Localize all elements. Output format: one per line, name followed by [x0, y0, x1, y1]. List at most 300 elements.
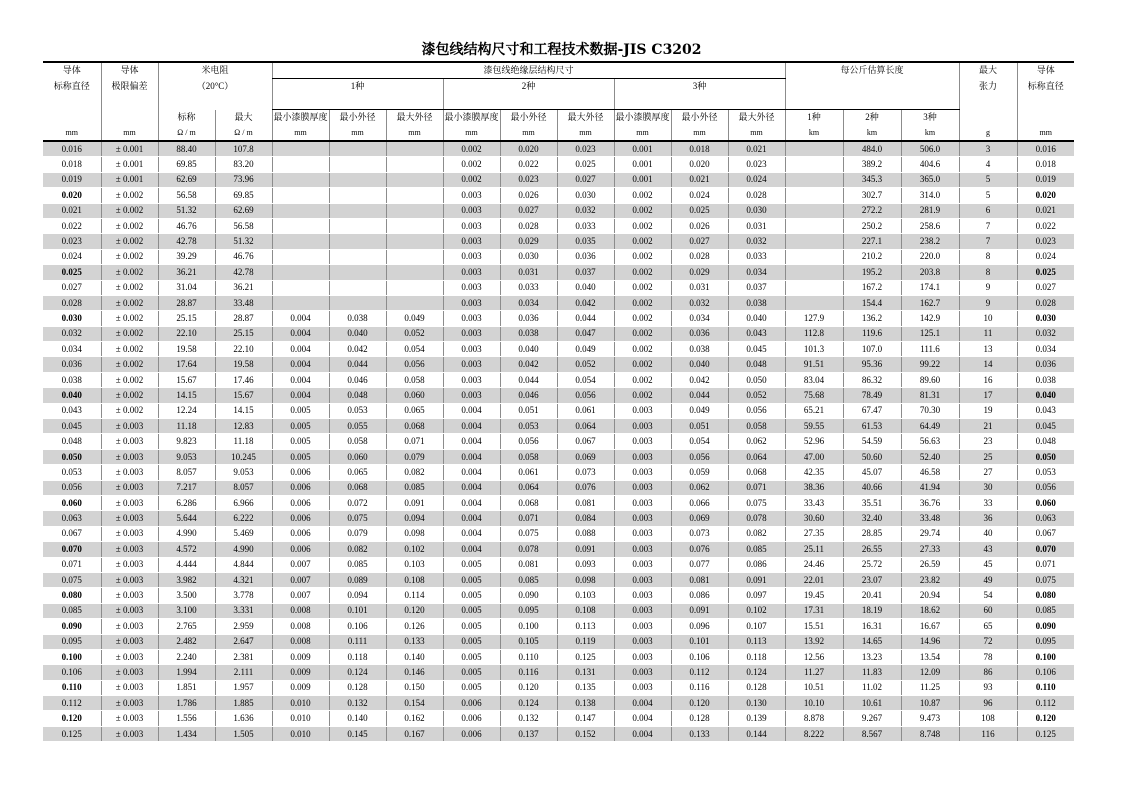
cell-c1-max-od: 0.085: [386, 480, 443, 495]
cell-length-3: 27.33: [901, 542, 959, 557]
cell-conductor-size: 0.067: [43, 526, 101, 541]
cell-resistance-nominal: 62.69: [158, 172, 215, 187]
cell-length-2: 16.31: [843, 619, 901, 634]
cell-c2-min-film: 0.005: [443, 557, 500, 572]
table-row: [43, 557, 1074, 572]
cell-c3-max-od: 0.043: [728, 326, 785, 341]
cell-c3-max-od: 0.021: [728, 141, 785, 157]
cell-c1-min-film: 0.006: [272, 495, 329, 510]
cell-length-2: 25.72: [843, 557, 901, 572]
cell-length-1: 24.46: [785, 557, 843, 572]
cell-c2-max-od: 0.037: [557, 265, 614, 280]
cell-max-tension: 54: [959, 588, 1017, 603]
cell-c1-min-od: [329, 157, 386, 172]
cell-c3-min-film: 0.003: [614, 572, 671, 587]
cell-c2-max-od: 0.023: [557, 141, 614, 157]
table-row: [43, 388, 1074, 403]
table-row: [43, 511, 1074, 526]
cell-tolerance: ± 0.002: [101, 311, 158, 326]
table-row: [43, 311, 1074, 326]
cell-c1-min-film: [272, 203, 329, 218]
cell-c3-max-od: 0.085: [728, 542, 785, 557]
cell-max-tension: 9: [959, 280, 1017, 295]
cell-length-3: 64.49: [901, 419, 959, 434]
cell-c2-min-od: 0.026: [500, 188, 557, 203]
unit-mm: mm: [272, 125, 329, 141]
cell-c3-min-film: 0.003: [614, 665, 671, 680]
cell-conductor-size: 0.020: [43, 188, 101, 203]
cell-c3-max-od: 0.068: [728, 465, 785, 480]
cell-length-1: [785, 188, 843, 203]
cell-c3-max-od: 0.064: [728, 449, 785, 464]
cell-resistance-nominal: 36.21: [158, 265, 215, 280]
cell-length-3: 52.40: [901, 449, 959, 464]
cell-c2-min-film: 0.003: [443, 357, 500, 372]
cell-length-2: 35.51: [843, 495, 901, 510]
cell-c2-min-od: 0.058: [500, 449, 557, 464]
cell-c3-max-od: 0.062: [728, 434, 785, 449]
header-len3: 3种: [901, 110, 959, 126]
cell-tolerance: ± 0.001: [101, 157, 158, 172]
cell-length-3: 8.748: [901, 726, 959, 741]
cell-tolerance: ± 0.003: [101, 665, 158, 680]
cell-length-2: 26.55: [843, 542, 901, 557]
cell-tolerance: ± 0.001: [101, 172, 158, 187]
cell-c1-min-film: 0.008: [272, 634, 329, 649]
header-blank: [614, 94, 785, 110]
cell-length-1: 25.11: [785, 542, 843, 557]
cell-c1-min-od: [329, 203, 386, 218]
cell-length-3: 111.6: [901, 342, 959, 357]
cell-resistance-max: 6.222: [215, 511, 272, 526]
cell-c1-max-od: [386, 172, 443, 187]
cell-c3-min-od: 0.051: [671, 419, 728, 434]
cell-c2-min-od: 0.031: [500, 265, 557, 280]
cell-length-2: 484.0: [843, 141, 901, 157]
cell-c3-max-od: 0.128: [728, 680, 785, 695]
cell-length-1: [785, 172, 843, 187]
cell-length-3: 220.0: [901, 249, 959, 264]
cell-c1-min-od: [329, 249, 386, 264]
cell-c2-min-od: 0.044: [500, 372, 557, 387]
header-row-1: [43, 62, 1074, 79]
unit-mm: mm: [386, 125, 443, 141]
cell-c2-min-film: 0.003: [443, 295, 500, 310]
cell-resistance-max: 12.83: [215, 419, 272, 434]
cell-conductor-size: 0.019: [43, 172, 101, 187]
cell-resistance-max: 73.96: [215, 172, 272, 187]
unit-mm: mm: [500, 125, 557, 141]
cell-c3-min-od: 0.044: [671, 388, 728, 403]
cell-tolerance: ± 0.002: [101, 295, 158, 310]
page-title: 漆包线结构尺寸和工程技术数据-JIS C3202: [421, 42, 702, 58]
cell-max-tension: 4: [959, 157, 1017, 172]
cell-length-1: [785, 157, 843, 172]
cell-resistance-max: 2.647: [215, 634, 272, 649]
cell-c2-min-film: 0.004: [443, 434, 500, 449]
cell-c2-min-film: 0.003: [443, 326, 500, 341]
cell-c1-min-film: 0.006: [272, 465, 329, 480]
cell-max-tension: 60: [959, 603, 1017, 618]
cell-c2-min-od: 0.061: [500, 465, 557, 480]
cell-max-tension: 86: [959, 665, 1017, 680]
cell-conductor-size: 0.071: [43, 557, 101, 572]
cell-conductor-size: 0.125: [43, 726, 101, 741]
cell-c3-min-od: 0.034: [671, 311, 728, 326]
table-row: [43, 249, 1074, 264]
cell-c3-min-od: 0.024: [671, 188, 728, 203]
cell-c1-min-film: 0.008: [272, 603, 329, 618]
cell-c2-min-film: 0.004: [443, 465, 500, 480]
cell-max-tension: 78: [959, 649, 1017, 664]
cell-c2-max-od: 0.030: [557, 188, 614, 203]
cell-c1-min-od: 0.085: [329, 557, 386, 572]
cell-c2-min-od: 0.137: [500, 726, 557, 741]
cell-c2-max-od: 0.084: [557, 511, 614, 526]
cell-length-1: [785, 141, 843, 157]
cell-c2-min-film: 0.003: [443, 218, 500, 233]
cell-c1-min-od: [329, 218, 386, 233]
header-blank: [158, 94, 272, 110]
cell-c3-min-od: 0.077: [671, 557, 728, 572]
cell-c3-max-od: 0.118: [728, 649, 785, 664]
cell-c2-max-od: 0.131: [557, 665, 614, 680]
cell-c1-min-od: 0.145: [329, 726, 386, 741]
cell-c2-min-od: 0.064: [500, 480, 557, 495]
cell-conductor-size-right: 0.063: [1017, 511, 1074, 526]
cell-length-1: 17.31: [785, 603, 843, 618]
cell-c2-min-film: 0.005: [443, 572, 500, 587]
cell-conductor-size: 0.021: [43, 203, 101, 218]
cell-c1-max-od: 0.154: [386, 696, 443, 711]
cell-c1-max-od: 0.102: [386, 542, 443, 557]
cell-c3-min-od: 0.028: [671, 249, 728, 264]
cell-length-2: 28.85: [843, 526, 901, 541]
cell-c1-max-od: [386, 141, 443, 157]
cell-c3-min-film: 0.003: [614, 680, 671, 695]
cell-length-2: 136.2: [843, 311, 901, 326]
cell-c1-max-od: 0.120: [386, 603, 443, 618]
cell-conductor-size: 0.080: [43, 588, 101, 603]
cell-tolerance: ± 0.003: [101, 449, 158, 464]
cell-conductor-size: 0.024: [43, 249, 101, 264]
cell-length-3: 365.0: [901, 172, 959, 187]
cell-length-1: 12.56: [785, 649, 843, 664]
cell-max-tension: 13: [959, 342, 1017, 357]
cell-c3-max-od: 0.130: [728, 696, 785, 711]
cell-max-tension: 49: [959, 572, 1017, 587]
cell-conductor-size-right: 0.048: [1017, 434, 1074, 449]
cell-c1-max-od: 0.060: [386, 388, 443, 403]
cell-c1-max-od: 0.108: [386, 572, 443, 587]
cell-c2-min-od: 0.038: [500, 326, 557, 341]
cell-c3-min-od: 0.112: [671, 665, 728, 680]
unit-ohm: Ω / m: [158, 125, 215, 141]
cell-c3-min-od: 0.040: [671, 357, 728, 372]
cell-conductor-size-right: 0.016: [1017, 141, 1074, 157]
header-tolerance-2: 极限偏差: [101, 79, 158, 95]
cell-c2-min-od: 0.095: [500, 603, 557, 618]
cell-length-1: [785, 295, 843, 310]
cell-c2-min-od: 0.078: [500, 542, 557, 557]
cell-c2-min-film: 0.005: [443, 588, 500, 603]
cell-c2-max-od: 0.047: [557, 326, 614, 341]
cell-resistance-max: 1.957: [215, 680, 272, 695]
header-min-film-1: 最小漆膜厚度: [272, 110, 329, 126]
cell-resistance-max: 15.67: [215, 388, 272, 403]
cell-resistance-nominal: 8.057: [158, 465, 215, 480]
cell-c1-max-od: 0.126: [386, 619, 443, 634]
table-row: [43, 665, 1074, 680]
cell-length-3: 26.59: [901, 557, 959, 572]
cell-conductor-size: 0.056: [43, 480, 101, 495]
cell-length-1: 8.878: [785, 711, 843, 726]
cell-max-tension: 5: [959, 188, 1017, 203]
table-row: [43, 342, 1074, 357]
cell-length-2: 50.60: [843, 449, 901, 464]
cell-conductor-size: 0.060: [43, 495, 101, 510]
cell-c3-min-film: 0.003: [614, 542, 671, 557]
cell-c1-max-od: 0.054: [386, 342, 443, 357]
cell-c1-min-od: [329, 280, 386, 295]
cell-resistance-nominal: 4.990: [158, 526, 215, 541]
cell-c1-min-film: 0.004: [272, 388, 329, 403]
cell-c3-max-od: 0.024: [728, 172, 785, 187]
cell-tolerance: ± 0.003: [101, 711, 158, 726]
cell-c1-min-od: 0.038: [329, 311, 386, 326]
cell-length-2: 210.2: [843, 249, 901, 264]
cell-max-tension: 5: [959, 172, 1017, 187]
table-row: [43, 634, 1074, 649]
unit-mm: mm: [43, 125, 101, 141]
cell-length-1: [785, 280, 843, 295]
cell-length-2: 54.59: [843, 434, 901, 449]
cell-length-3: 258.6: [901, 218, 959, 233]
cell-tolerance: ± 0.003: [101, 726, 158, 741]
header-class1: 1种: [272, 79, 443, 95]
cell-c3-min-od: 0.133: [671, 726, 728, 741]
cell-c1-max-od: 0.162: [386, 711, 443, 726]
cell-conductor-size-right: 0.112: [1017, 696, 1074, 711]
cell-max-tension: 72: [959, 634, 1017, 649]
cell-c2-min-film: 0.006: [443, 696, 500, 711]
cell-resistance-max: 6.966: [215, 495, 272, 510]
cell-length-3: 203.8: [901, 265, 959, 280]
cell-c3-max-od: 0.078: [728, 511, 785, 526]
cell-length-2: 107.0: [843, 342, 901, 357]
cell-conductor-size-right: 0.018: [1017, 157, 1074, 172]
header-row-3: [43, 94, 1074, 110]
cell-conductor-size: 0.112: [43, 696, 101, 711]
header-row-4: [43, 110, 1074, 126]
cell-c2-max-od: 0.025: [557, 157, 614, 172]
cell-c3-min-film: 0.003: [614, 449, 671, 464]
cell-c1-min-od: 0.140: [329, 711, 386, 726]
cell-length-2: 23.07: [843, 572, 901, 587]
cell-c3-min-film: 0.003: [614, 557, 671, 572]
cell-c3-min-film: 0.002: [614, 188, 671, 203]
cell-conductor-size-right: 0.032: [1017, 326, 1074, 341]
cell-resistance-max: 42.78: [215, 265, 272, 280]
cell-c3-min-film: 0.002: [614, 218, 671, 233]
cell-c2-min-od: 0.053: [500, 419, 557, 434]
cell-c1-min-film: 0.006: [272, 511, 329, 526]
cell-c1-min-film: [272, 249, 329, 264]
cell-c2-min-od: 0.036: [500, 311, 557, 326]
cell-tolerance: ± 0.003: [101, 480, 158, 495]
cell-c3-min-od: 0.054: [671, 434, 728, 449]
cell-c3-max-od: 0.056: [728, 403, 785, 418]
cell-tolerance: ± 0.003: [101, 495, 158, 510]
cell-tolerance: ± 0.003: [101, 680, 158, 695]
cell-c2-min-od: 0.034: [500, 295, 557, 310]
header-conductor-size-2: 标称直径: [53, 80, 90, 91]
cell-c1-min-film: [272, 234, 329, 249]
cell-c3-min-od: 0.042: [671, 372, 728, 387]
cell-resistance-nominal: 4.444: [158, 557, 215, 572]
cell-length-2: 32.40: [843, 511, 901, 526]
cell-length-1: 59.55: [785, 419, 843, 434]
cell-c3-min-od: 0.106: [671, 649, 728, 664]
cell-conductor-size-right: 0.110: [1017, 680, 1074, 695]
cell-c1-max-od: 0.146: [386, 665, 443, 680]
cell-length-2: 20.41: [843, 588, 901, 603]
cell-c3-max-od: 0.107: [728, 619, 785, 634]
cell-c2-max-od: 0.091: [557, 542, 614, 557]
cell-c2-min-od: 0.081: [500, 557, 557, 572]
cell-c2-min-film: 0.004: [443, 480, 500, 495]
cell-c1-min-film: [272, 157, 329, 172]
cell-c2-max-od: 0.103: [557, 588, 614, 603]
cell-length-1: 127.9: [785, 311, 843, 326]
unit-mm: mm: [101, 125, 158, 141]
header-nominal: 标称: [158, 110, 215, 126]
cell-c2-max-od: 0.076: [557, 480, 614, 495]
cell-c1-max-od: 0.140: [386, 649, 443, 664]
table-row: [43, 203, 1074, 218]
cell-c2-min-od: 0.110: [500, 649, 557, 664]
cell-c2-max-od: 0.147: [557, 711, 614, 726]
cell-c1-max-od: 0.056: [386, 357, 443, 372]
header-row-2: [43, 79, 1074, 95]
cell-c3-max-od: 0.086: [728, 557, 785, 572]
table-row: [43, 726, 1074, 741]
cell-c3-min-od: 0.025: [671, 203, 728, 218]
cell-c3-max-od: 0.075: [728, 495, 785, 510]
cell-c3-min-film: 0.004: [614, 726, 671, 741]
cell-resistance-nominal: 39.29: [158, 249, 215, 264]
cell-c3-max-od: 0.028: [728, 188, 785, 203]
cell-c1-max-od: [386, 249, 443, 264]
cell-c2-max-od: 0.113: [557, 619, 614, 634]
cell-resistance-nominal: 25.15: [158, 311, 215, 326]
cell-length-1: [785, 218, 843, 233]
cell-tolerance: ± 0.002: [101, 403, 158, 418]
cell-length-3: 29.74: [901, 526, 959, 541]
cell-c1-max-od: [386, 280, 443, 295]
cell-c3-min-film: 0.002: [614, 234, 671, 249]
cell-length-1: 10.51: [785, 680, 843, 695]
cell-resistance-nominal: 9.823: [158, 434, 215, 449]
cell-max-tension: 21: [959, 419, 1017, 434]
cell-c1-min-film: 0.004: [272, 372, 329, 387]
cell-c1-max-od: 0.052: [386, 326, 443, 341]
cell-c2-max-od: 0.027: [557, 172, 614, 187]
header-blank: [959, 110, 1017, 126]
cell-conductor-size: 0.050: [43, 449, 101, 464]
cell-c1-min-film: [272, 265, 329, 280]
cell-conductor-size-right: 0.050: [1017, 449, 1074, 464]
cell-conductor-size: 0.023: [43, 234, 101, 249]
table-row: [43, 449, 1074, 464]
cell-c1-min-film: 0.009: [272, 649, 329, 664]
cell-c1-min-film: 0.005: [272, 419, 329, 434]
cell-c1-max-od: [386, 295, 443, 310]
cell-max-tension: 9: [959, 295, 1017, 310]
cell-c1-max-od: [386, 265, 443, 280]
cell-c1-max-od: [386, 218, 443, 233]
cell-c1-min-od: 0.060: [329, 449, 386, 464]
cell-c3-max-od: 0.144: [728, 726, 785, 741]
cell-length-3: 12.09: [901, 665, 959, 680]
cell-c2-min-film: 0.004: [443, 449, 500, 464]
cell-length-1: [785, 265, 843, 280]
header-resistance: 米电阻: [158, 62, 272, 79]
cell-length-2: 389.2: [843, 157, 901, 172]
cell-tolerance: ± 0.003: [101, 557, 158, 572]
cell-resistance-nominal: 31.04: [158, 280, 215, 295]
cell-length-1: 83.04: [785, 372, 843, 387]
cell-c3-min-od: 0.062: [671, 480, 728, 495]
cell-length-3: 506.0: [901, 141, 959, 157]
cell-conductor-size-right: 0.060: [1017, 495, 1074, 510]
cell-c3-min-od: 0.076: [671, 542, 728, 557]
cell-c2-min-film: 0.003: [443, 234, 500, 249]
cell-tolerance: ± 0.002: [101, 203, 158, 218]
cell-length-3: 89.60: [901, 372, 959, 387]
table-row: [43, 480, 1074, 495]
cell-c3-max-od: 0.030: [728, 203, 785, 218]
cell-c1-min-film: 0.004: [272, 311, 329, 326]
cell-resistance-max: 19.58: [215, 357, 272, 372]
cell-c2-max-od: 0.040: [557, 280, 614, 295]
header-blank: [101, 94, 158, 110]
cell-c3-min-film: 0.003: [614, 480, 671, 495]
unit-km: km: [785, 125, 843, 141]
cell-length-3: 404.6: [901, 157, 959, 172]
cell-conductor-size-right: 0.036: [1017, 357, 1074, 372]
cell-c2-min-film: 0.005: [443, 680, 500, 695]
unit-mm: mm: [557, 125, 614, 141]
cell-c2-min-od: 0.105: [500, 634, 557, 649]
cell-conductor-size-right: 0.038: [1017, 372, 1074, 387]
cell-c1-min-od: 0.053: [329, 403, 386, 418]
cell-c2-max-od: 0.052: [557, 357, 614, 372]
cell-c3-min-od: 0.026: [671, 218, 728, 233]
cell-length-1: 33.43: [785, 495, 843, 510]
cell-resistance-nominal: 15.67: [158, 372, 215, 387]
cell-c2-max-od: 0.054: [557, 372, 614, 387]
cell-length-1: 38.36: [785, 480, 843, 495]
cell-conductor-size: 0.043: [43, 403, 101, 418]
cell-c3-min-od: 0.021: [671, 172, 728, 187]
cell-c2-max-od: 0.042: [557, 295, 614, 310]
cell-resistance-nominal: 2.765: [158, 619, 215, 634]
cell-c2-min-film: 0.004: [443, 495, 500, 510]
table-row: [43, 619, 1074, 634]
cell-max-tension: 6: [959, 203, 1017, 218]
cell-c2-min-od: 0.029: [500, 234, 557, 249]
